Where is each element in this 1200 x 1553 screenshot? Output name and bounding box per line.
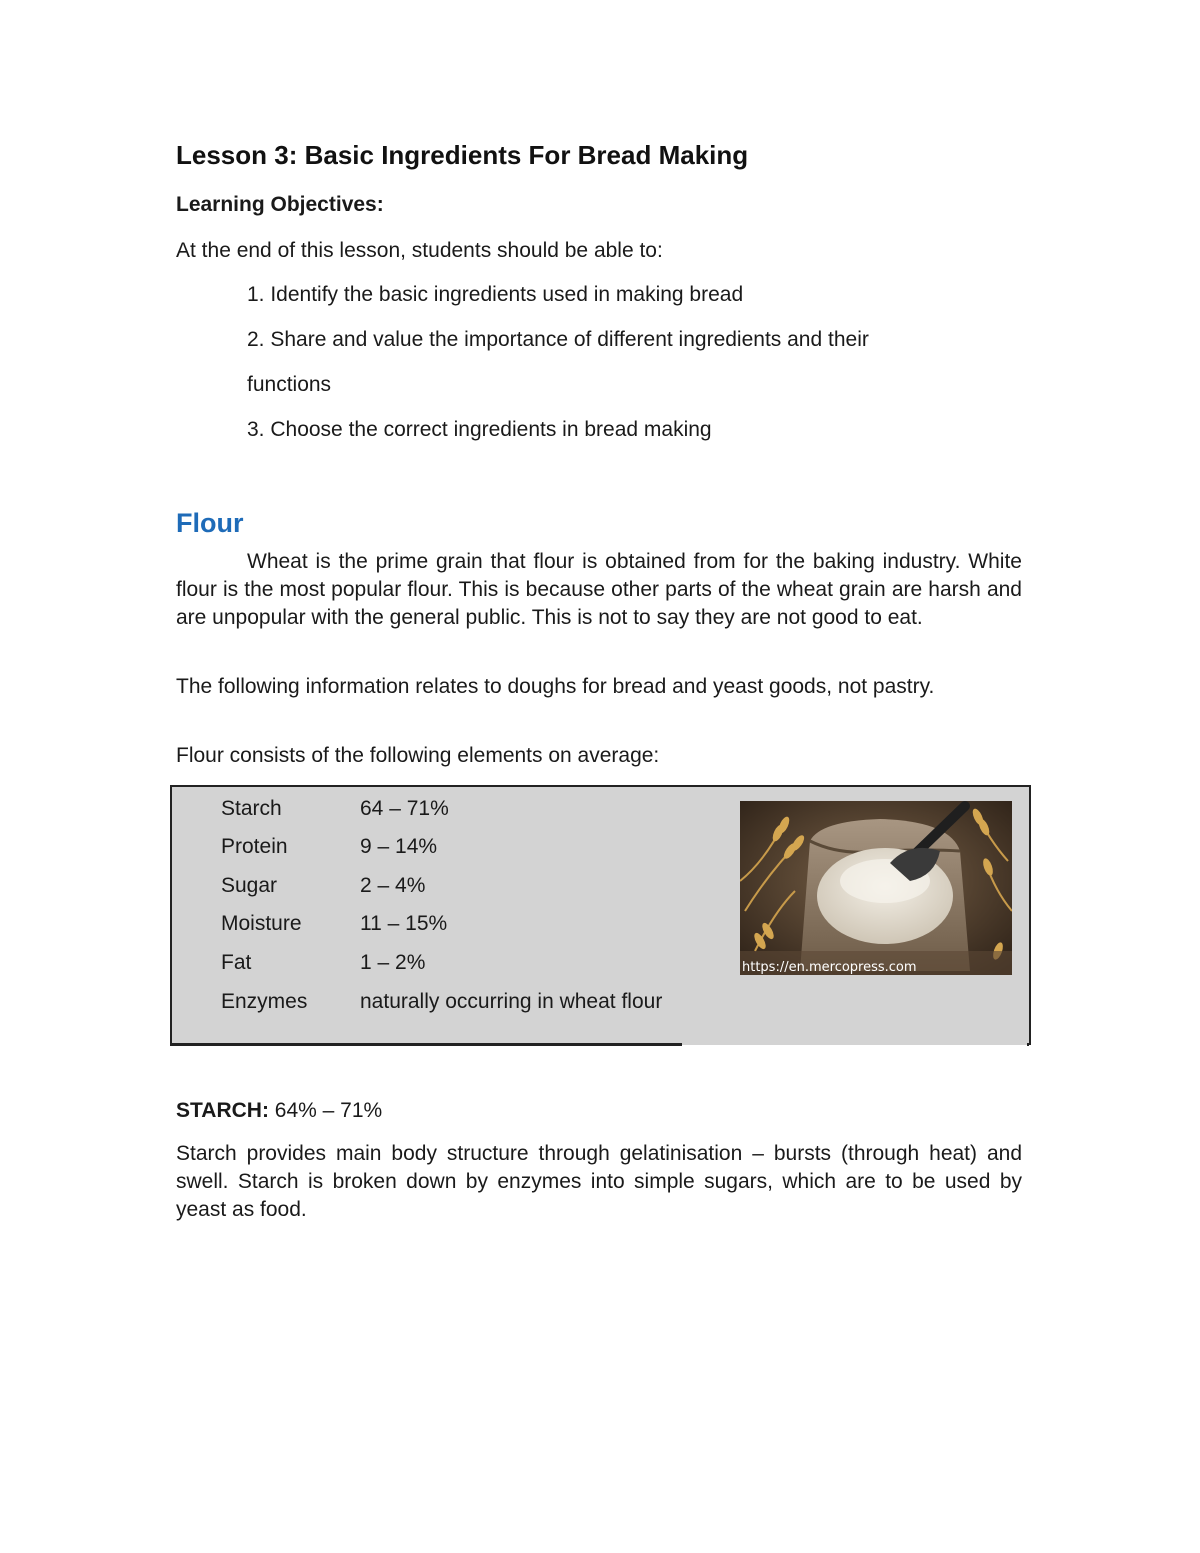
composition-value: 1 – 2% [360, 951, 426, 974]
objectives-heading: Learning Objectives: [176, 193, 384, 216]
composition-value: 11 – 15% [360, 912, 448, 935]
page-title: Lesson 3: Basic Ingredients For Bread Making [176, 140, 749, 170]
flour-sack-photo [740, 801, 1012, 975]
composition-value: 9 – 14% [360, 835, 438, 858]
flour-paragraph-2: The following information relates to doughs for bread and yeast goods, not pastry. [176, 675, 935, 698]
composition-name: Enzymes [221, 990, 308, 1013]
composition-name: Protein [221, 835, 288, 858]
composition-name: Starch [221, 797, 282, 820]
box-bottom-border [170, 1043, 682, 1046]
objectives-intro: At the end of this lesson, students should be able to: [176, 239, 663, 262]
photo-caption: https://en.mercopress.com [742, 960, 917, 975]
composition-value: 64 – 71% [360, 797, 449, 820]
composition-name: Sugar [221, 874, 278, 897]
box-right-border-end [1027, 1043, 1029, 1046]
objective-item-3: 3. Choose the correct ingredients in bread making [247, 418, 712, 441]
composition-value: 2 – 4% [360, 874, 426, 897]
objective-item-2-continued: functions [247, 373, 332, 396]
starch-value: 64% – 71% [268, 1099, 383, 1122]
starch-heading [176, 1097, 382, 1125]
flour-paragraph-3: Flour consists of the following elements on average: [176, 744, 660, 767]
objective-item-1: 1. Identify the basic ingredients used in making bread [247, 283, 744, 306]
flour-paragraph-1: Wheat is the prime grain that flour is obtained from for the baking industry. White flour is the most popular flour. This is because other parts of the wheat grain are harsh and are unpopular with the general public. This is not to say they are not good to eat. [176, 550, 1022, 629]
starch-paragraph: Starch provides main body structure through gelatinisation – bursts (through heat) and swell. Starch is broken down by enzymes into simple sugars, which are to be used by yeast as food. [176, 1142, 1022, 1221]
flour-heading: Flour [176, 508, 244, 538]
starch-label: STARCH: [176, 1099, 269, 1122]
composition-name: Fat [221, 951, 252, 974]
composition-value: naturally occurring in wheat flour [360, 990, 663, 1013]
objective-item-2: 2. Share and value the importance of different ingredients and their [247, 328, 869, 351]
composition-name: Moisture [221, 912, 302, 935]
